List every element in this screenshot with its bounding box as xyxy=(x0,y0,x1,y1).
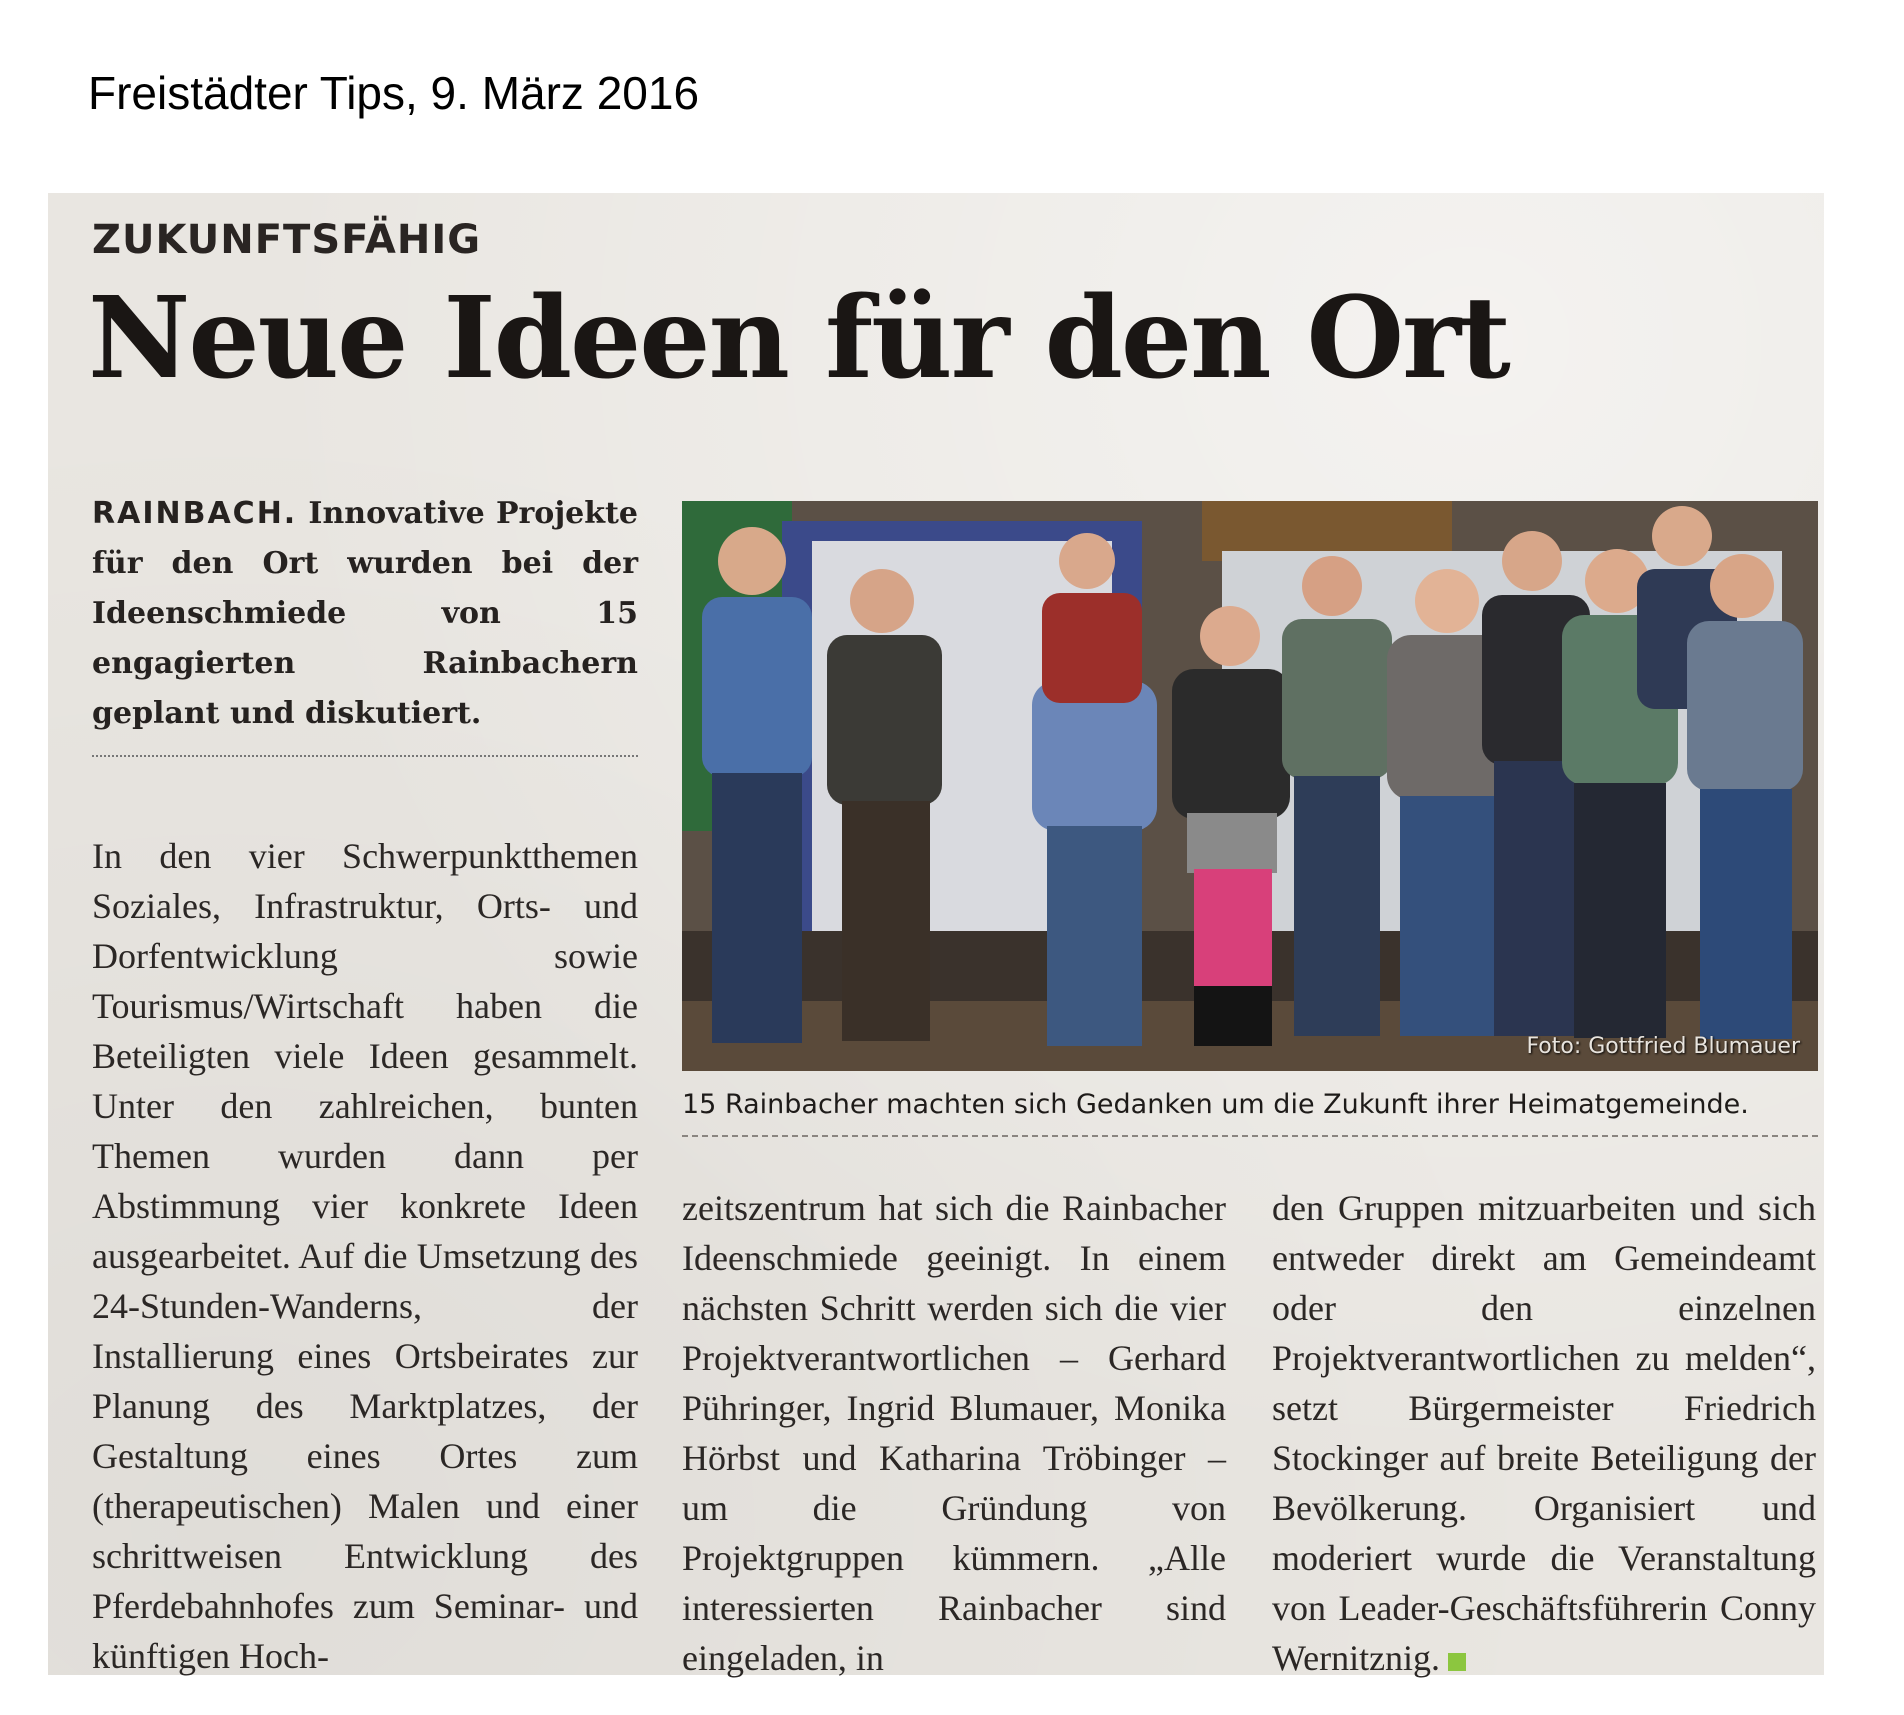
photo-credit: Foto: Gottfried Blumauer xyxy=(1526,1034,1800,1059)
body-column-3-text: den Gruppen mitzuarbeiten und sich entweder direkt am Gemeindeamt oder den einzelnen Projektverantwortlichen zu melden“, setzt Bürgermeister Friedrich Stockinger auf breite Beteiligung der Bevölkerung. Organisiert und moderiert wurde die Veranstaltung von Leader-Geschäftsführerin Conny Wernitznig. xyxy=(1272,1188,1816,1678)
body-column-3 xyxy=(1272,1183,1816,1683)
lead-text: Innovative Projekte für den Ort wurden bei der Ideenschmiede von 15 engagierten Rainbachern geplant und diskutiert. xyxy=(92,496,638,731)
lead-place: RAINBACH. xyxy=(92,496,298,531)
group-photo xyxy=(682,501,1818,1071)
article-headline: Neue Ideen für den Ort xyxy=(88,273,1509,404)
lead-divider xyxy=(92,755,638,757)
group-photo-illustration xyxy=(682,501,1818,1071)
source-label: Freistädter Tips, 9. März 2016 xyxy=(88,67,700,119)
article-lead xyxy=(92,489,638,739)
photo-caption: 15 Rainbacher machten sich Gedanken um die Zukunft ihrer Heimatgemeinde. xyxy=(682,1089,1749,1120)
end-mark-icon xyxy=(1448,1653,1466,1671)
caption-divider xyxy=(682,1135,1818,1137)
newspaper-clipping xyxy=(48,193,1824,1678)
body-column-2: zeitszentrum hat sich die Rainbacher Ideenschmiede geeinigt. In einem nächsten Schritt werden sich die vier Projektverantwortlichen – Gerhard Pühringer, Ingrid Blumauer, Monika Hörbst und Katharina Tröbinger – um die Gründung von Projektgruppen kümmern. „Alle interessierten Rainbacher sind eingeladen, in xyxy=(682,1188,1226,1678)
body-column-1: In den vier Schwerpunktthemen Soziales, Infrastruktur, Orts- und Dorfentwicklung sowie Tourismus/Wirtschaft haben die Beteiligten viele Ideen gesammelt. Unter den zahlreichen, bunten Themen wurden dann per Abstimmung vier konkrete Ideen ausgearbeitet. Auf die Umsetzung des 24-Stunden-Wanderns, der Installierung eines Ortsbeirates zur Planung des Marktplatzes, der Gestaltung eines Ortes zum (therapeutischen) Malen und einer schrittweisen Entwicklung des Pferdebahnhofes zum Seminar- und künftigen Hoch- xyxy=(92,836,638,1676)
article-kicker: ZUKUNFTSFÄHIG xyxy=(92,217,482,263)
